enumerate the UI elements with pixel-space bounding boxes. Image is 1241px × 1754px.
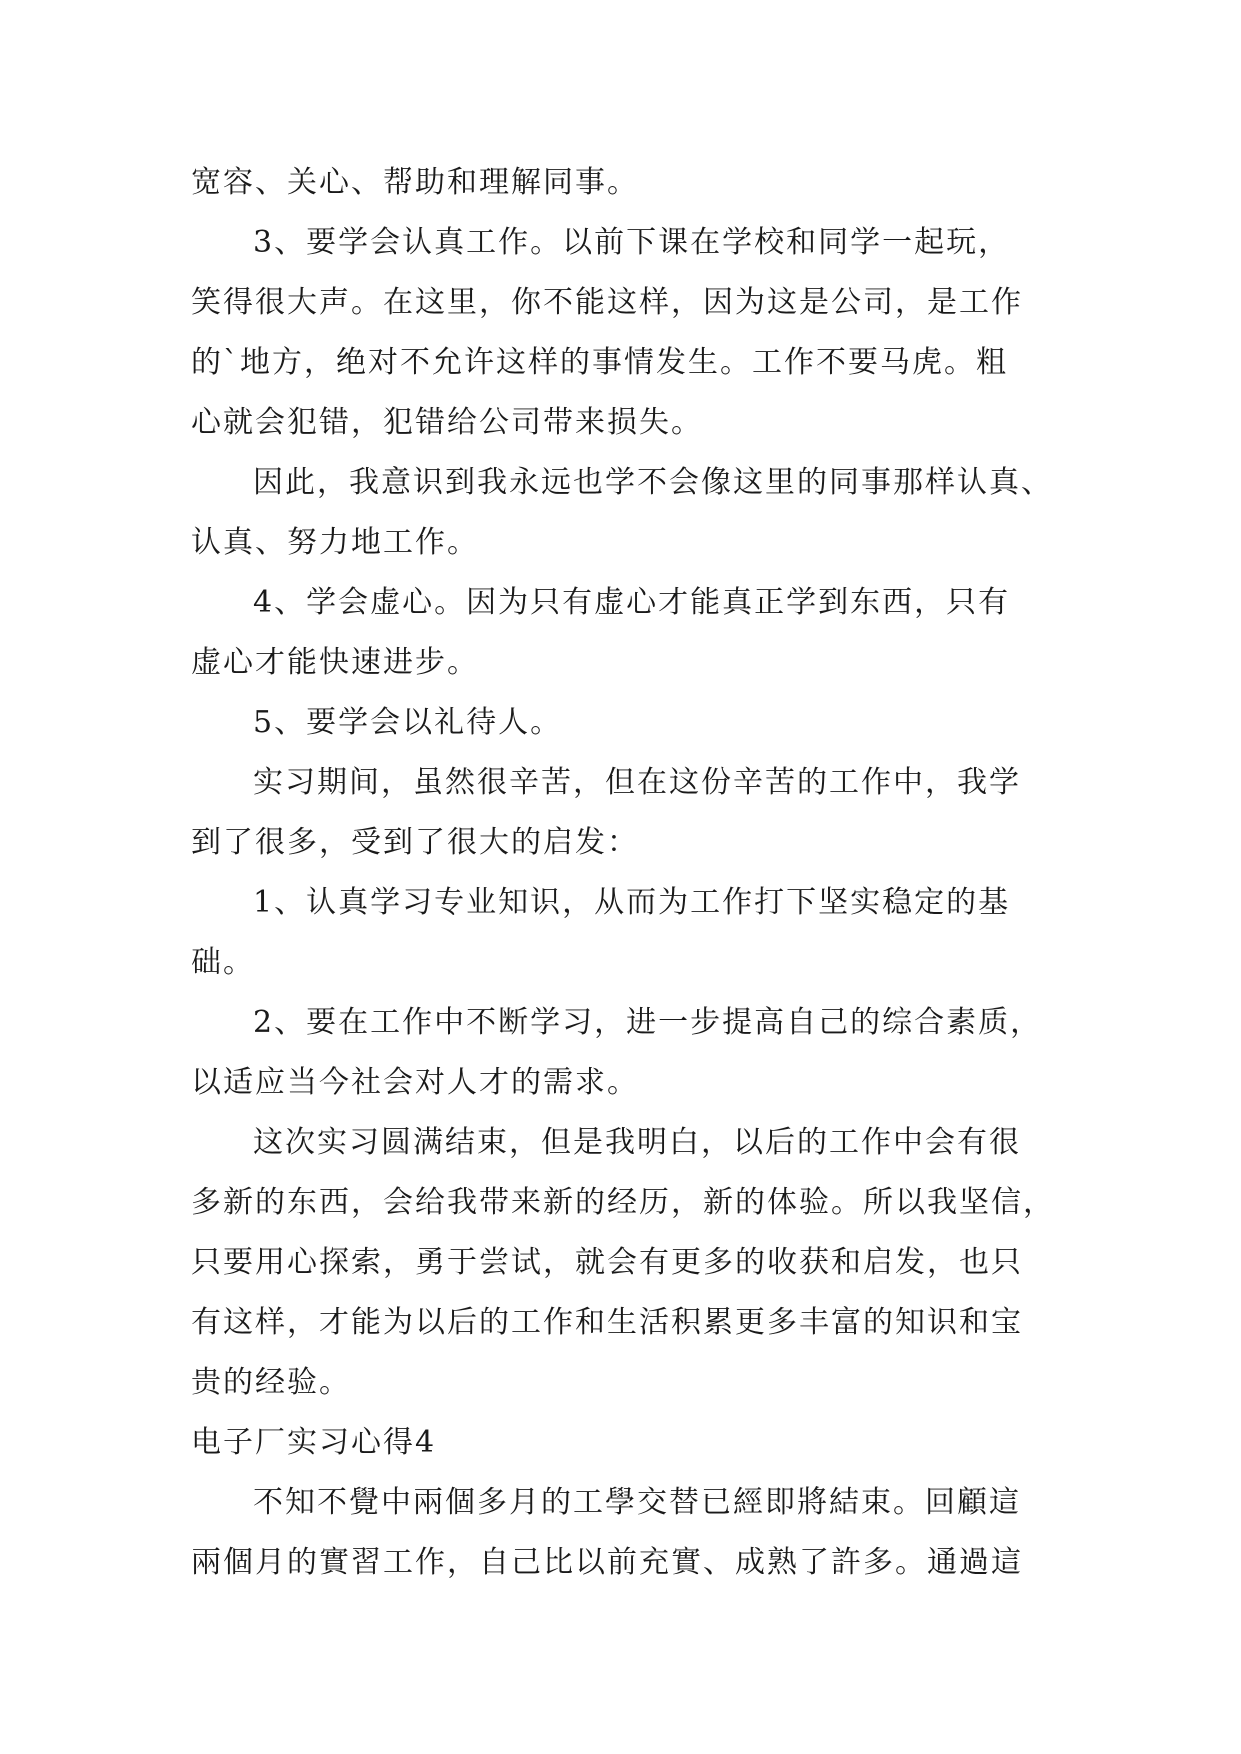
text-line: 础。 [191,945,255,980]
text-line: 以适应当今社会对人才的需求。 [191,1065,639,1100]
text-line: 4、学会虚心。因为只有虚心才能真正学到东西，只有 [253,585,1011,620]
document-body [191,153,1055,1593]
text-line: 1、认真学习专业知识，从而为工作打下坚实稳定的基 [253,885,1011,920]
text-line: 心就会犯错，犯错给公司带来损失。 [191,405,703,440]
text-line: 实习期间，虽然很辛苦，但在这份辛苦的工作中，我学 [253,765,1021,800]
text-line: 多新的东西，会给我带来新的经历，新的体验。所以我坚信， [191,1185,1055,1220]
text-line: 宽容、关心、帮助和理解同事。 [191,165,639,200]
text-line: 因此，我意识到我永远也学不会像这里的同事那样认真、 [253,465,1053,500]
text-line: 兩個月的實習工作，自己比以前充實、成熟了許多。通過這 [191,1545,1023,1580]
text-line: 认真、努力地工作。 [191,525,479,560]
text-line: 虚心才能快速进步。 [191,645,479,680]
text-line: 不知不覺中兩個多月的工學交替已經即將結束。回顧這 [253,1485,1021,1520]
text-line: 笑得很大声。在这里，你不能这样，因为这是公司，是工作 [191,285,1023,320]
text-line: 有这样，才能为以后的工作和生活积累更多丰富的知识和宝 [191,1305,1023,1340]
text-line: 到了很多，受到了很大的启发： [191,825,639,860]
text-line: 3、要学会认真工作。以前下课在学校和同学一起玩， [253,225,1011,260]
text-line: 的`地方，绝对不允许这样的事情发生。工作不要马虎。粗 [191,345,1008,380]
text-line: 2、要在工作中不断学习，进一步提高自己的综合素质， [253,1005,1043,1040]
text-line: 5、要学会以礼待人。 [253,705,563,740]
text-line: 这次实习圆满结束，但是我明白，以后的工作中会有很 [253,1125,1021,1160]
section-heading: 电子厂实习心得4 [191,1425,437,1460]
text-line: 只要用心探索，勇于尝试，就会有更多的收获和启发，也只 [191,1245,1023,1280]
text-line: 贵的经验。 [191,1365,351,1400]
